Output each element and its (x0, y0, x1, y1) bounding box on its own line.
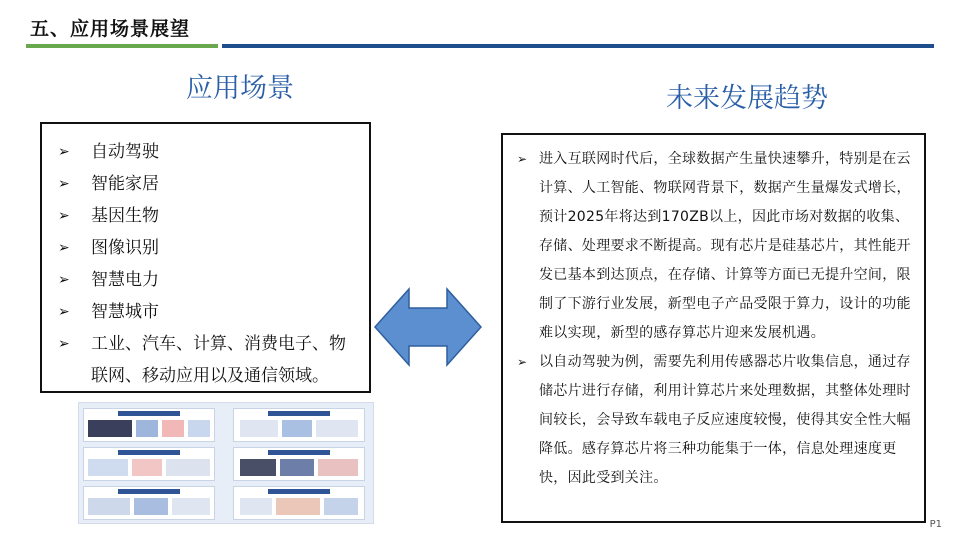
list-item: ➢ 进入互联网时代后，全球数据产生量快速攀升，特别是在云计算、人工智能、物联网背景下，数据产生量爆发式增长，预计2025年将达到170ZB以上，因此市场对数据的收集、存储、处理要求不断提高。现有芯片是硅基芯片，其性能开发已基本到达顶点，在存储、计算等方面已无提升空间，限制了下游行业发展，新型电子产品受限于算力，设计的功能难以实现，新型的感存算芯片迎来发展机遇。 (517, 145, 914, 348)
arrowhead-bullet-icon: ➢ (58, 336, 70, 352)
trend-list (517, 145, 914, 493)
thumbnail-panel (83, 447, 215, 481)
thumbnail-panel (233, 408, 365, 442)
thumbnail-panel (233, 486, 365, 520)
list-item: ➢ 以自动驾驶为例，需要先利用传感器芯片收集信息，通过存储芯片进行存储，利用计算芯片来处理数据，其整体处理时间较长，会导致车载电子反应速度较慢，使得其安全性大幅降低。感存算芯片将三种功能集于一体，信息处理速度更快，因此受到关注。 (517, 348, 914, 493)
chip-diagrams-thumbnail (78, 402, 374, 524)
double-arrow-icon (373, 286, 483, 368)
application-scenarios-box (40, 122, 371, 393)
right-heading: 未来发展趋势 (666, 83, 828, 114)
title-underline-green (26, 44, 218, 48)
future-trends-box (501, 133, 926, 523)
list-item: ➢ 工业、汽车、计算、消费电子、物联网、移动应用以及通信领域。 (58, 328, 359, 392)
list-item: ➢ 自动驾驶 (58, 136, 359, 168)
arrowhead-bullet-icon: ➢ (58, 144, 70, 160)
list-item: ➢ 基因生物 (58, 200, 359, 232)
list-item: ➢ 图像识别 (58, 232, 359, 264)
page-number: P1 (929, 519, 942, 530)
left-heading: 应用场景 (186, 73, 294, 104)
slide-title: 五、应用场景展望 (30, 18, 191, 40)
arrowhead-bullet-icon: ➢ (58, 208, 70, 224)
thumbnail-panel (233, 447, 365, 481)
thumbnail-panel (83, 408, 215, 442)
arrowhead-bullet-icon: ➢ (517, 355, 528, 369)
list-item: ➢ 智能家居 (58, 168, 359, 200)
title-underline-blue (222, 44, 934, 48)
arrowhead-bullet-icon: ➢ (58, 272, 70, 288)
list-item: ➢ 智慧城市 (58, 296, 359, 328)
arrowhead-bullet-icon: ➢ (517, 152, 528, 166)
list-item: ➢ 智慧电力 (58, 264, 359, 296)
scenario-list (58, 136, 359, 392)
arrowhead-bullet-icon: ➢ (58, 240, 70, 256)
arrowhead-bullet-icon: ➢ (58, 304, 70, 320)
thumbnail-panel (83, 486, 215, 520)
arrowhead-bullet-icon: ➢ (58, 176, 70, 192)
